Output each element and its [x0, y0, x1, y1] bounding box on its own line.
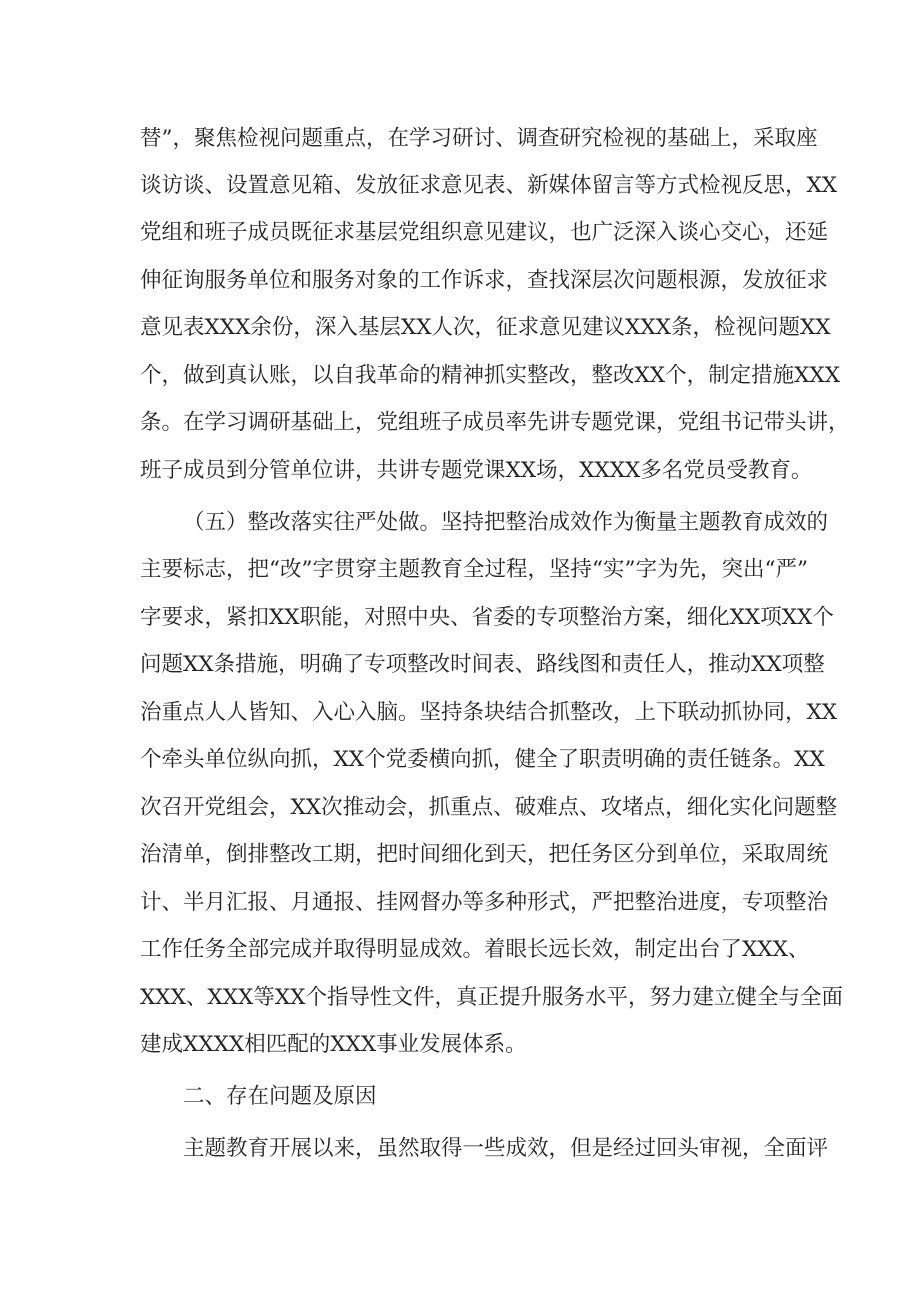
paragraph-line: 次召开党组会，XX次推动会，抓重点、破难点、攻堵点，细化实化问题整 [140, 795, 838, 820]
paragraph-line: 工作任务全部完成并取得明显成效。着眼长远长效，制定出台了XXX、 [140, 937, 810, 962]
paragraph-line: 意见表XXX余份，深入基层XX人次，征求意见建议XXX条，检视问题XX [140, 315, 831, 340]
section-heading-five: （五）整改落实往严处做。坚持把整治成效作为衡量主题教育成效的 [183, 510, 829, 535]
paragraph-line: 谈访谈、设置意见箱、发放征求意见表、新媒体留言等方式检视反思，XX [140, 173, 838, 198]
paragraph-line: 主要标志，把“改”字贯穿主题教育全过程，坚持“实”字为先，突出“严” [140, 557, 808, 582]
paragraph-line: XXX、XXX等XX个指导性文件，真正提升服务水平，努力建立健全与全面 [140, 985, 843, 1010]
paragraph-line: 班子成员到分管单位讲，共讲专题党课XX场，XXXX多名党员受教育。 [140, 458, 813, 483]
section-heading-two: 二、存在问题及原因 [183, 1084, 377, 1109]
paragraph-line: 条。在学习调研基础上，党组班子成员率先讲专题党课，党组书记带头讲， [140, 410, 850, 435]
paragraph-line: 字要求，紧扣XX职能，对照中央、省委的专项整治方案，细化XX项XX个 [140, 605, 834, 630]
paragraph-line: 计、半月汇报、月通报、挂网督办等多种形式，严把整治进度，专项整治 [140, 890, 829, 915]
paragraph-line: 治重点人人皆知、入心入脑。坚持条块结合抓整改，上下联动抓协同，XX [140, 700, 838, 725]
paragraph-line: 伸征询服务单位和服务对象的工作诉求，查找深层次问题根源，发放征求 [140, 268, 829, 293]
paragraph-line: 替”，聚焦检视问题重点，在学习研讨、调查研究检视的基础上，采取座 [140, 126, 818, 151]
paragraph-line: 主题教育开展以来，虽然取得一些成效，但是经过回头审视，全面评 [183, 1136, 829, 1161]
paragraph-line: 治清单，倒排整改工期，把时间细化到天，把任务区分到单位，采取周统 [140, 842, 829, 867]
paragraph-line: 党组和班子成员既征求基层党组织意见建议，也广泛深入谈心交心，还延 [140, 220, 829, 245]
paragraph-line: 问题XX条措施，明确了专项整改时间表、路线图和责任人，推动XX项整 [140, 652, 825, 677]
paragraph-line: 个，做到真认账，以自我革命的精神抓实整改，整改XX个，制定措施XXX [140, 363, 841, 388]
paragraph-line: 个牵头单位纵向抓，XX个党委横向抓，健全了职责明确的责任链条。XX [140, 747, 825, 772]
paragraph-line: 建成XXXX相匹配的XXX事业发展体系。 [140, 1032, 527, 1057]
